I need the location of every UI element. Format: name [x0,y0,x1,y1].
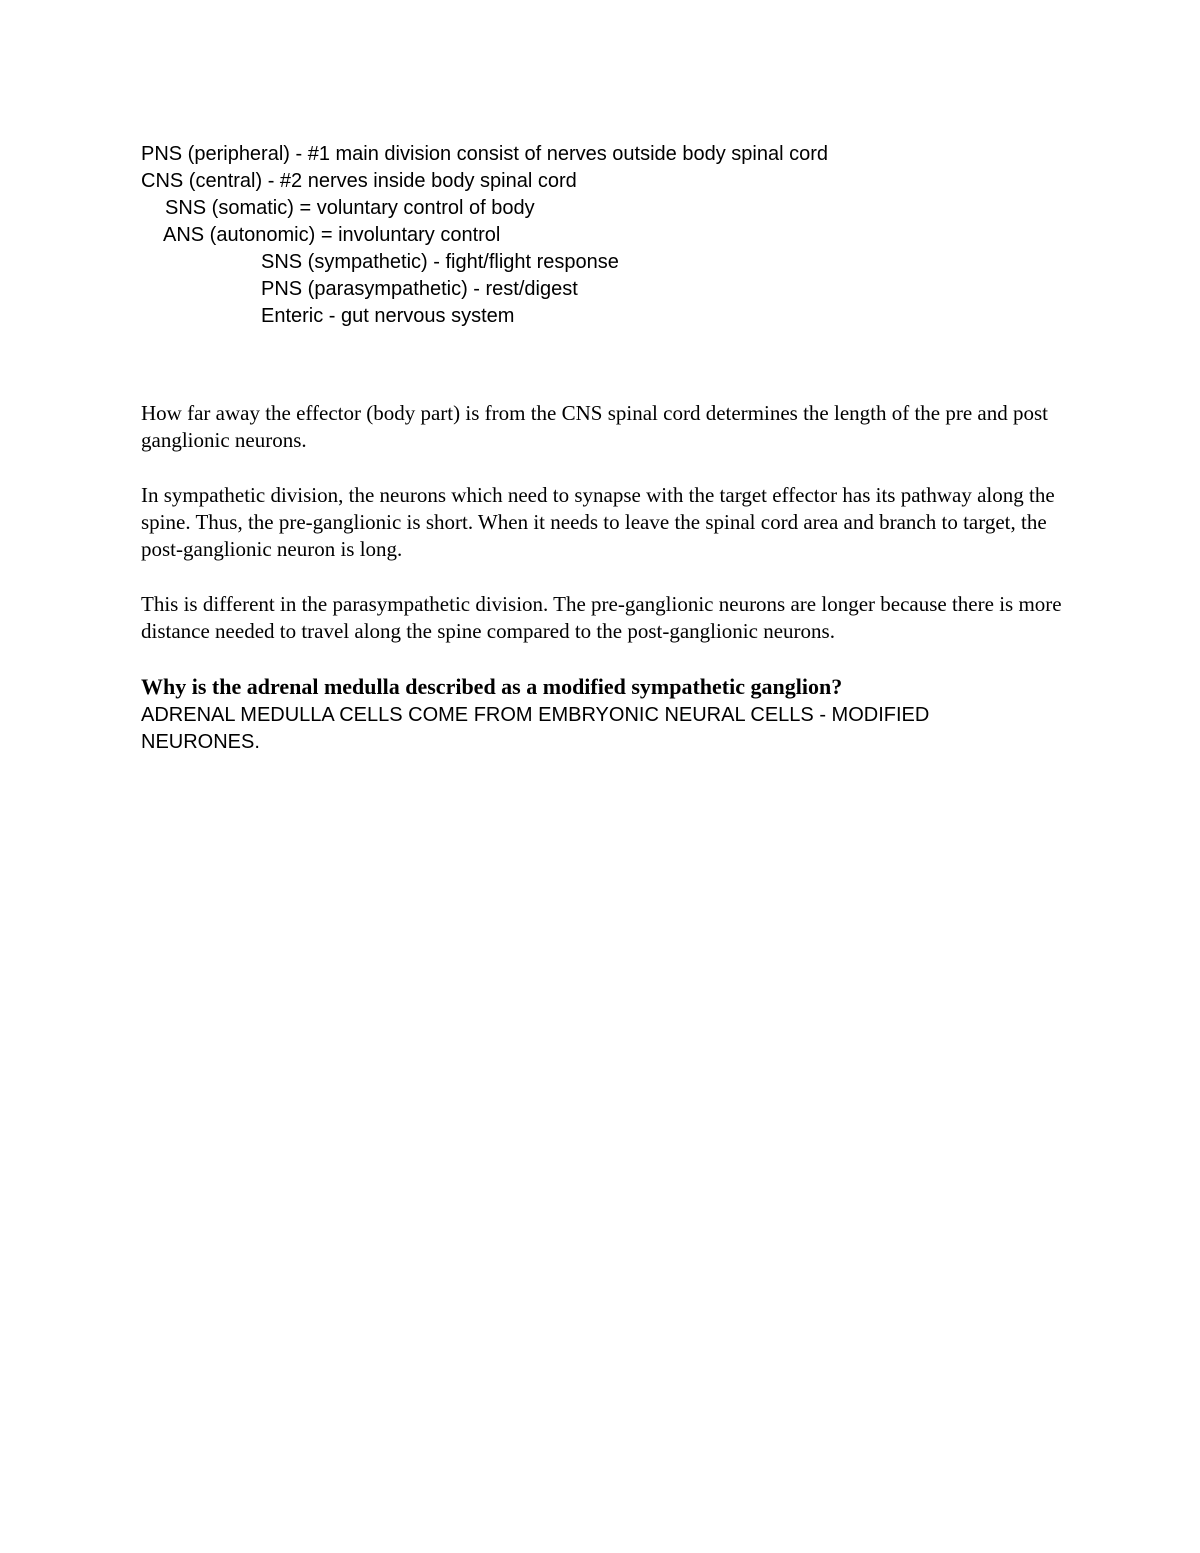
paragraph-sympathetic-division: In sympathetic division, the neurons which need to synapse with the target effector has its pathway along the spine. Thus, the pre-ganglionic is short. When it needs to leave the spinal cord area and branch to target, the post-ganglionic neuron is long. [141,483,1055,561]
answer-text: ADRENAL MEDULLA CELLS COME FROM EMBRYONIC NEURAL CELLS - MODIFIED NEURONES. [141,704,930,753]
outline-line-enteric: Enteric - gut nervous system [261,305,515,327]
question-heading: Why is the adrenal medulla described as a modified sympathetic ganglion? [141,674,843,699]
paragraph-parasympathetic-division: This is different in the parasympathetic division. The pre-ganglionic neurons are longer because there is more distance needed to travel along the spine compared to the post-ganglionic neurons. [141,592,1062,643]
outline-line-sympathetic: SNS (sympathetic) - fight/flight response [261,251,619,273]
outline-line-autonomic: ANS (autonomic) = involuntary control [163,224,501,246]
outline-line-parasympathetic: PNS (parasympathetic) - rest/digest [261,278,578,300]
paragraph-effector-distance: How far away the effector (body part) is from the CNS spinal cord determines the length of the pre and post ganglionic neurons. [141,401,1049,452]
outline-line-pns: PNS (peripheral) - #1 main division consist of nerves outside body spinal cord [141,143,829,165]
outline-line-cns: CNS (central) - #2 nerves inside body spinal cord [141,170,577,192]
outline-line-somatic: SNS (somatic) = voluntary control of body [165,197,535,219]
